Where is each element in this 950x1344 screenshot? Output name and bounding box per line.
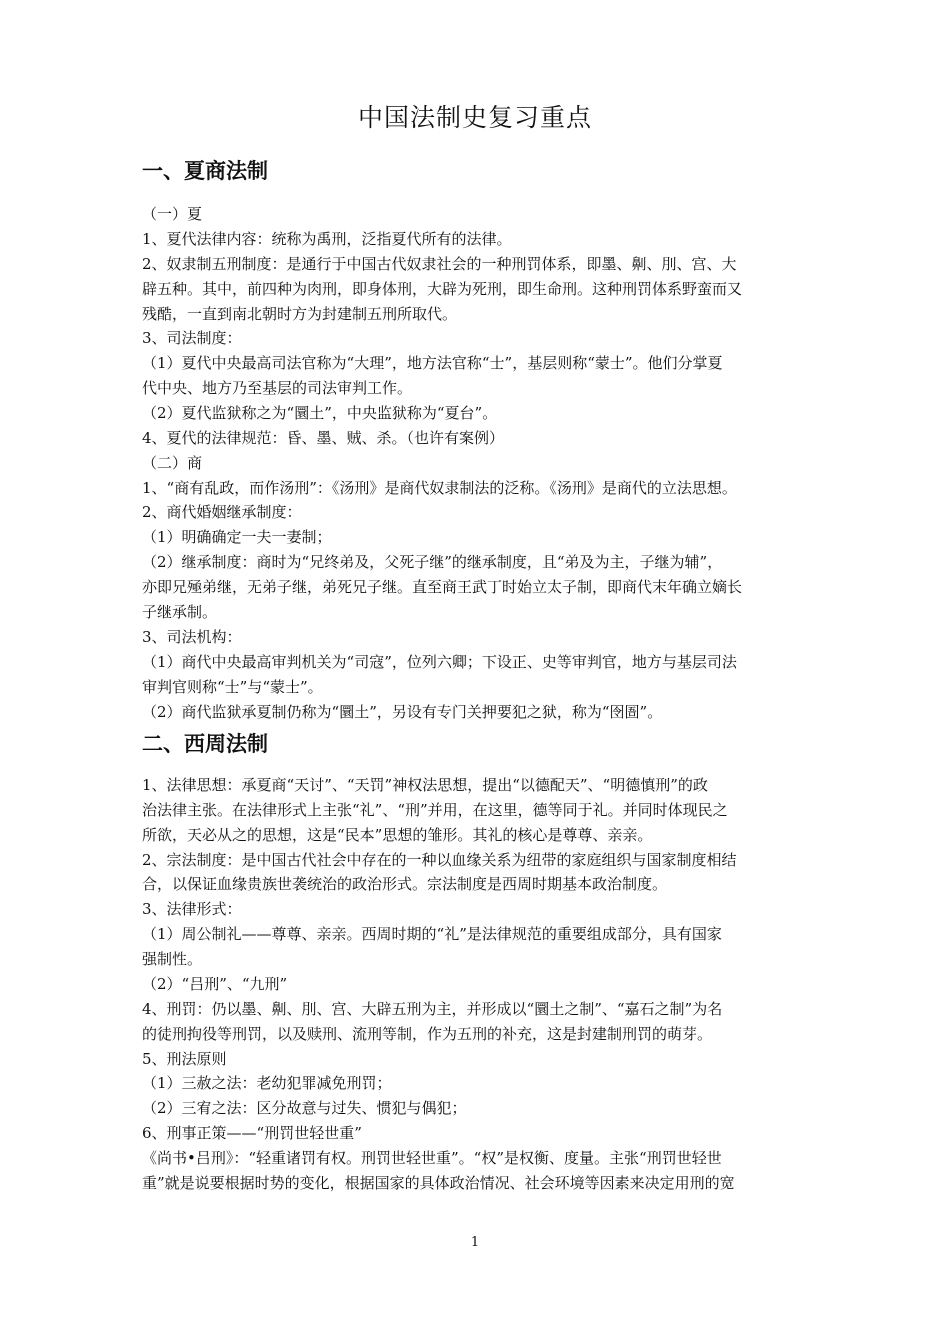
text-line: （1）周公制礼——尊尊、亲亲。西周时期的“礼”是法律规范的重要组成部分，具有国家	[142, 925, 722, 943]
text-line: （二）商	[142, 454, 203, 472]
page-number: 1	[470, 1235, 480, 1250]
text-line: 5、刑法原则	[142, 1050, 227, 1068]
text-line: 亦即兄殛弟继，无弟子继，弟死兄子继。直至商王武丁时始立太子制，即商代末年确立嫡长	[142, 578, 743, 596]
document-title: 中国法制史复习重点	[357, 103, 592, 132]
text-line: 4、刑罚：仍以墨、劓、刖、宫、大辟五刑为主，并形成以“圜土之制”、“嘉石之制”为名	[142, 1000, 723, 1018]
text-line: 残酷，一直到南北朝时方为封建制五刑所取代。	[142, 305, 458, 323]
text-line: 2、宗法制度：是中国古代社会中存在的一种以血缘关系为纽带的家庭组织与国家制度相结	[142, 851, 737, 869]
text-line: 重”就是说要根据时势的变化，根据国家的具体政治情况、社会环境等因素来决定用刑的宽	[142, 1174, 735, 1192]
text-line: 4、夏代的法律规范：昏、墨、贼、杀。（也许有案例）	[142, 429, 505, 447]
text-line: 的徒刑拘役等刑罚，以及赎刑、流刑等制，作为五刑的补充，这是封建制刑罚的萌芽。	[142, 1025, 713, 1043]
text-line: 2、奴隶制五刑制度：是通行于中国古代奴隶社会的一种刑罚体系，即墨、劓、刖、宫、大	[142, 255, 737, 273]
text-line: （1）夏代中央最高司法官称为“大理”，地方法官称“士”，基层则称“蒙士”。他们分掌夏	[142, 354, 723, 372]
text-line: （2）三宥之法：区分故意与过失、惯犯与偶犯；	[142, 1099, 467, 1117]
text-line: （2）商代监狱承夏制仍称为“圜土”，另设有专门关押要犯之狱，称为“囹圄”。	[142, 703, 663, 721]
text-line: （2）“吕刑”、“九刑”	[142, 975, 288, 993]
text-line: 子继承制。	[142, 603, 218, 621]
text-line: 强制性。	[142, 950, 203, 968]
text-line: 6、刑事正策——“刑罚世轻世重”	[142, 1124, 362, 1142]
text-line: 1、“商有乱政，而作汤刑”：《汤刑》是商代奴隶制法的泛称。《汤刑》是商代的立法思想。	[142, 479, 737, 497]
text-line: 3、法律形式：	[142, 900, 242, 918]
text-line: （1）商代中央最高审判机关为“司寇”，位列六卿；下设正、史等审判官，地方与基层司法	[142, 653, 737, 671]
text-line: （一）夏	[142, 205, 203, 223]
text-line: 1、法律思想：承夏商“天讨”、“天罚”神权法思想，提出“以德配天”、“明德慎刑”的政	[142, 776, 708, 794]
text-line: （1）明确确定一夫一妻制；	[142, 528, 332, 546]
text-line: （2）夏代监狱称之为“圜土”，中央监狱称为“夏台”。	[142, 404, 498, 422]
text-line: 《尚书•吕刑》：“轻重诸罚有权。刑罚世轻世重”。“权”是权衡、度量。主张“刑罚世轻世	[142, 1149, 722, 1167]
text-line: （2）继承制度：商时为“兄终弟及，父死子继”的继承制度，且“弟及为主，子继为辅”，	[142, 553, 723, 571]
text-line: 1、夏代法律内容：统称为禹刑，泛指夏代所有的法律。	[142, 230, 512, 248]
text-line: 3、司法机构：	[142, 628, 242, 646]
text-line: 治法律主张。在法律形式上主张“礼”、“刑”并用，在这里，德等同于礼。并同时体现民之	[142, 801, 728, 819]
section-heading-xia-shang: 一、夏商法制	[142, 159, 268, 183]
text-line: 3、司法制度：	[142, 329, 242, 347]
text-line: （1）三赦之法：老幼犯罪减免刑罚；	[142, 1074, 392, 1092]
text-line: 合，以保证血缘贵族世袭统治的政治形式。宗法制度是西周时期基本政治制度。	[142, 875, 668, 893]
text-line: 审判官则称“士”与“蒙士”。	[142, 678, 323, 696]
section-heading-western-zhou: 二、西周法制	[142, 732, 268, 756]
text-line: 辟五种。其中，前四种为肉刑，即身体刑，大辟为死刑，即生命刑。这种刑罚体系野蛮而又	[142, 280, 743, 298]
text-line: 所欲，天必从之的思想，这是“民本”思想的雏形。其礼的核心是尊尊、亲亲。	[142, 826, 653, 844]
text-line: 2、商代婚姻继承制度：	[142, 503, 302, 521]
text-line: 代中央、地方乃至基层的司法审判工作。	[142, 379, 413, 397]
